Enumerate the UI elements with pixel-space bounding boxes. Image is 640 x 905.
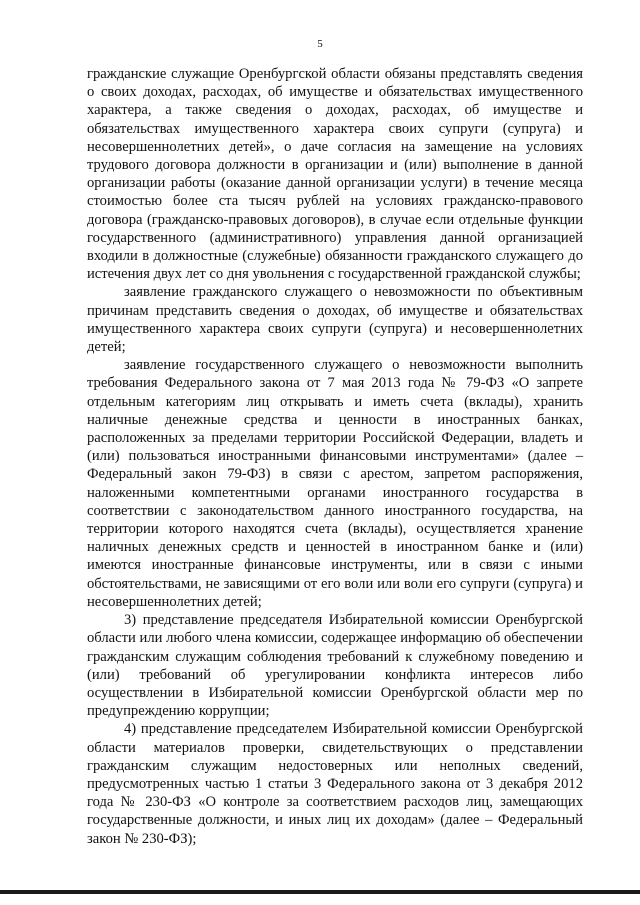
bottom-border-line bbox=[0, 890, 640, 894]
paragraph-item-4: 4) представление председателем Избирательной комиссии Оренбургской области материалов проверки, свидетельствующих о представлении гражданским служащим недостоверных или неполных сведений, предусмотренных частью 1 статьи 3 Федерального закона от 3 декабря 2012 года № 230-ФЗ «О контроле за соответствием расходов лиц, замещающих государственные должности, и иных лиц их доходам» (далее – Федеральный закон № 230-ФЗ); bbox=[87, 721, 583, 847]
document-body bbox=[87, 65, 583, 848]
page-number: 5 bbox=[317, 38, 323, 50]
paragraph-continuation: гражданские служащие Оренбургской области обязаны представлять сведения о своих доходах, расходах, об имуществе и обязательствах имущественного характера, а также сведения о доходах, расходах, об имуществе и обязательствах имущественного характера своих супруги (супруга) и несовершеннолетних детей», о даче согласия на замещение на условиях трудового договора должности в организации и (или) выполнение в данной организации работы (оказание данной организации услуги) в течение месяца стоимостью более ста тысяч рублей на условиях гражданско-правового договора (гражданско-правовых договоров), в случае если отдельные функции государственного (административного) управления данной организацией входили в должностные (служебные) обязанности гражданского служащего до истечения двух лет со дня увольнения с государственной гражданской службы; bbox=[87, 66, 583, 283]
paragraph-spouse-statement: заявление гражданского служащего о невозможности по объективным причинам представить сведения о доходах, об имуществе и обязательствах имущественного характера своих супруги (супруга) и несовершеннолетних детей; bbox=[87, 284, 583, 356]
paragraph-item-3: 3) представление председателя Избирательной комиссии Оренбургской области или любого члена комиссии, содержащее информацию об обеспечении гражданским служащим соблюдения требований к служебному поведению и (или) требований об урегулировании конфликта интересов либо осуществлении в Избирательной комиссии Оренбургской области мер по предупреждению коррупции; bbox=[87, 612, 583, 720]
paragraph-79fz-statement: заявление государственного служащего о невозможности выполнить требования Федерального закона от 7 мая 2013 года № 79-ФЗ «О запрете отдельным категориям лиц открывать и иметь счета (вклады), хранить наличные денежные средства и ценности в иностранных банках, расположенных за пределами территории Российской Федерации, владеть и (или) пользоваться иностранными финансовыми инструментами» (далее – Федеральный закон 79-ФЗ) в связи с арестом, запретом распоряжения, наложенными компетентными органами иностранного государства в соответствии с законодательством данного иностранного государства, на территории которого находятся счета (вклады), осуществляется хранение наличных денежных средств и ценностей в иностранном банке и (или) имеются иностранные финансовые инструменты, или в связи с иными обстоятельствами, не зависящими от его воли или воли его супруги (супруга) и несовершеннолетних детей; bbox=[87, 357, 583, 610]
